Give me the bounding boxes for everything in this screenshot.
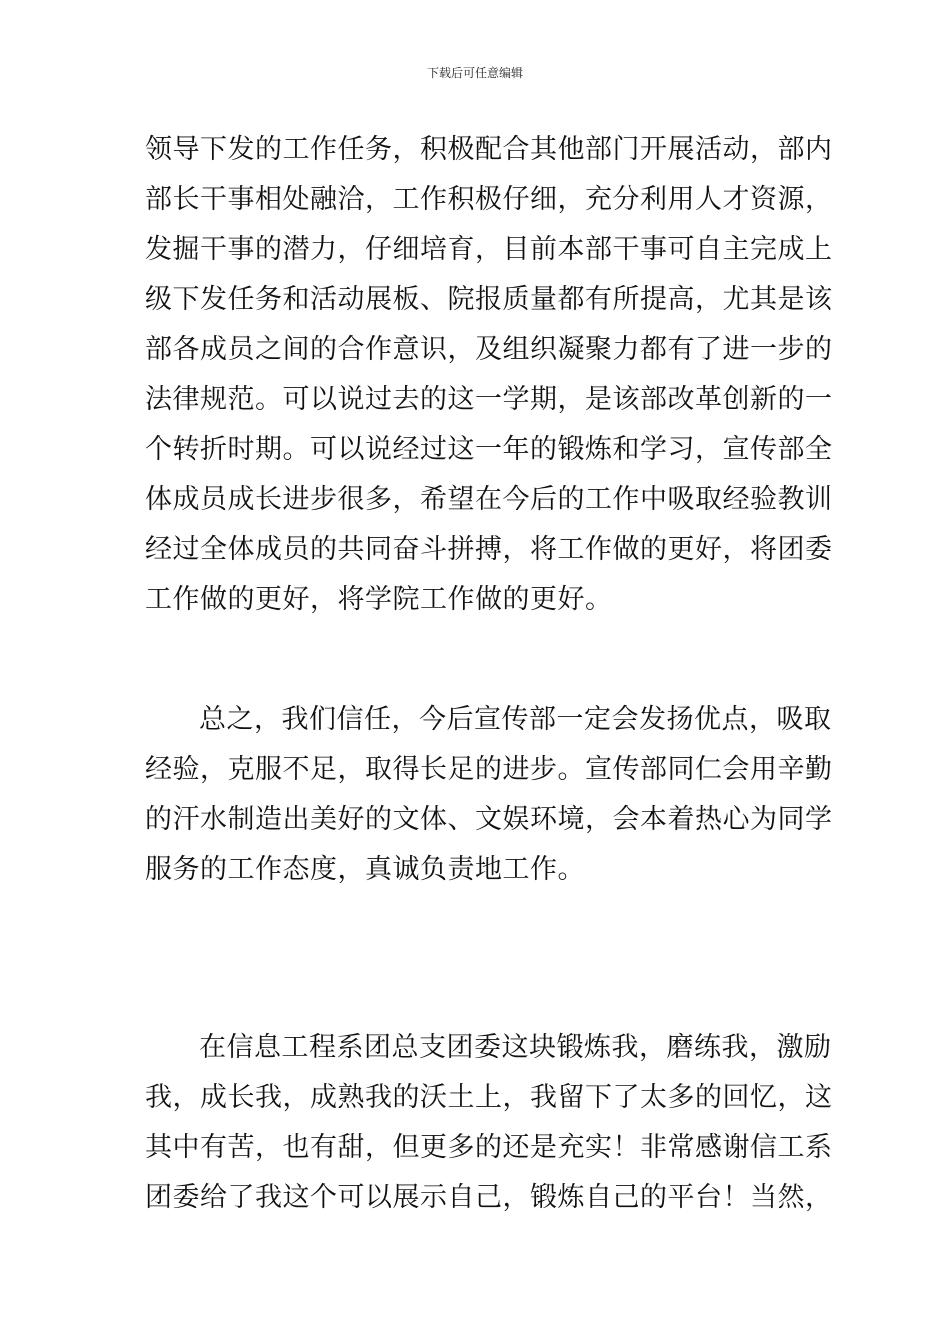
page-header: 下载后可任意编辑 [426, 66, 523, 80]
text-line: 服务的工作态度，真诚负责地工作。 [145, 854, 585, 885]
text-line-indented: 总之，我们信任，今后宣传部一定会发扬优点，吸取 [199, 704, 832, 735]
text-line: 经过全体成员的共同奋斗拼搏，将工作做的更好，将团委 [145, 534, 833, 565]
text-line: 的汗水制造出美好的文体、文娱环境，会本着热心为同学 [145, 804, 833, 835]
text-line-indented: 在信息工程系团总支团委这块锻炼我，磨练我，激励 [199, 1032, 832, 1063]
text-line: 体成员成长进步很多，希望在今后的工作中吸取经验教训 [145, 484, 833, 515]
text-line: 团委给了我这个可以展示自己，锻炼自己的平台！当然， [145, 1182, 833, 1213]
text-line: 发掘干事的潜力，仔细培育，目前本部干事可自主完成上 [145, 234, 833, 265]
text-line: 经验，克服不足，取得长足的进步。宣传部同仁会用辛勤 [145, 754, 833, 785]
text-line: 级下发任务和活动展板、院报质量都有所提高，尤其是该 [145, 284, 833, 315]
text-line: 工作做的更好，将学院工作做的更好。 [145, 584, 613, 615]
paragraph-1 [145, 125, 833, 625]
text-line: 个转折时期。可以说经过这一年的锻炼和学习，宣传部全 [145, 434, 833, 465]
text-line: 其中有苦，也有甜，但更多的还是充实！非常感谢信工系 [145, 1132, 833, 1163]
text-line: 部长干事相处融洽，工作积极仔细，充分利用人才资源， [145, 184, 833, 215]
paragraph-2 [145, 695, 833, 895]
text-line: 部各成员之间的合作意识，及组织凝聚力都有了进一步的 [145, 334, 833, 365]
text-line: 我，成长我，成熟我的沃土上，我留下了太多的回忆，这 [145, 1082, 833, 1113]
text-line: 领导下发的工作任务，积极配合其他部门开展活动，部内 [145, 134, 833, 165]
paragraph-3 [145, 1023, 833, 1223]
text-line: 法律规范。可以说过去的这一学期，是该部改革创新的一 [145, 384, 833, 415]
